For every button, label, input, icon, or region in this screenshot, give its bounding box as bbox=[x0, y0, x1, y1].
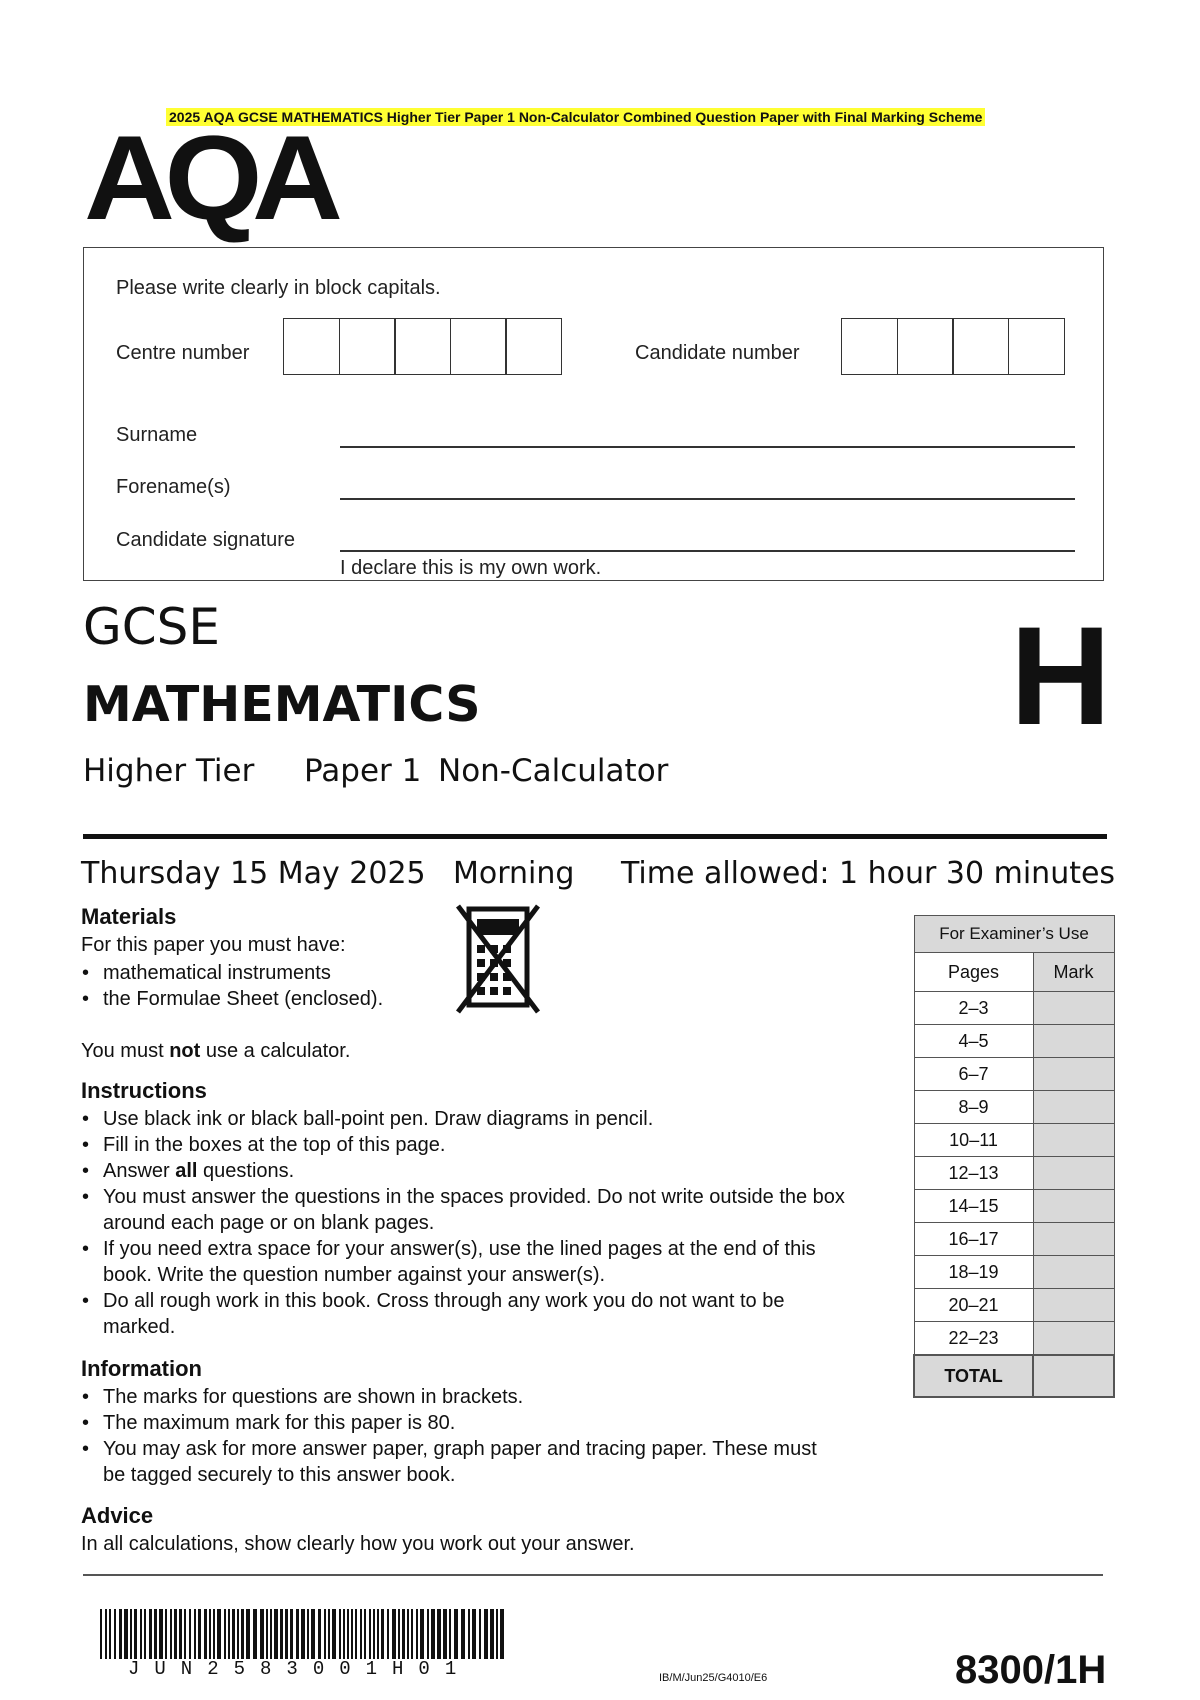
barcode-bar bbox=[472, 1609, 476, 1659]
materials-list bbox=[81, 960, 383, 1012]
barcode-bar bbox=[392, 1609, 396, 1659]
tier-letter: H bbox=[1010, 597, 1112, 754]
barcode-bar bbox=[130, 1609, 132, 1659]
calculator-notice-bold: not bbox=[169, 1040, 201, 1062]
mark-cell[interactable] bbox=[1033, 1124, 1114, 1157]
pages-cell: 16–17 bbox=[914, 1223, 1033, 1256]
barcode-bar bbox=[232, 1609, 235, 1659]
mark-cell[interactable] bbox=[1033, 1157, 1114, 1190]
aqa-logo: AQA bbox=[84, 111, 333, 245]
barcode-bar bbox=[253, 1609, 257, 1659]
barcode-bar bbox=[170, 1609, 172, 1659]
barcode-bar bbox=[318, 1609, 321, 1659]
pages-cell: 8–9 bbox=[914, 1091, 1033, 1124]
barcode-bar bbox=[437, 1609, 441, 1659]
document-banner: 2025 AQA GCSE MATHEMATICS Higher Tier Paper 1 Non-Calculator Combined Question Paper with Final Marking Scheme bbox=[166, 108, 985, 126]
barcode-bar bbox=[280, 1609, 283, 1659]
pages-cell: 2–3 bbox=[914, 992, 1033, 1025]
signature-line[interactable] bbox=[340, 550, 1075, 552]
mark-cell[interactable] bbox=[1033, 1322, 1114, 1356]
forename-line[interactable] bbox=[340, 498, 1075, 500]
barcode-bar bbox=[285, 1609, 288, 1659]
pages-cell: 4–5 bbox=[914, 1025, 1033, 1058]
barcode-bar bbox=[373, 1609, 375, 1659]
barcode-bar bbox=[144, 1609, 146, 1659]
pages-cell: 10–11 bbox=[914, 1124, 1033, 1157]
table-row bbox=[914, 1256, 1114, 1289]
surname-label: Surname bbox=[116, 424, 198, 446]
centre-digit-box[interactable] bbox=[339, 318, 396, 375]
document-reference: IB/M/Jun25/G4010/E6 bbox=[659, 1672, 768, 1684]
list-item: • You may ask for more answer paper, graph paper and tracing paper. These must be tagged securely to this answer book. bbox=[81, 1436, 821, 1488]
instructions-list bbox=[81, 1106, 851, 1340]
information-list bbox=[81, 1384, 821, 1488]
barcode-bar bbox=[311, 1609, 315, 1659]
barcode-bar bbox=[266, 1609, 268, 1659]
materials-intro: For this paper you must have: bbox=[81, 934, 346, 956]
instructions-heading: Instructions bbox=[81, 1078, 207, 1103]
barcode-bar bbox=[443, 1609, 447, 1659]
barcode-bar bbox=[260, 1609, 264, 1659]
paper-type: Non-Calculator bbox=[438, 753, 669, 789]
barcode-bar bbox=[165, 1609, 167, 1659]
tier-name: Higher Tier bbox=[83, 753, 255, 789]
advice-heading: Advice bbox=[81, 1503, 154, 1528]
mark-column-header: Mark bbox=[1033, 953, 1114, 992]
barcode-bar bbox=[360, 1609, 362, 1659]
centre-number-label: Centre number bbox=[116, 342, 250, 364]
barcode-bar bbox=[114, 1609, 116, 1659]
candidate-number-boxes bbox=[841, 318, 1065, 375]
list-item: • Do all rough work in this book. Cross through any work you do not want to be marked. bbox=[81, 1288, 851, 1340]
barcode-bar bbox=[154, 1609, 157, 1659]
barcode-bar bbox=[204, 1609, 207, 1659]
barcode-bar bbox=[124, 1609, 128, 1659]
information-heading: Information bbox=[81, 1356, 202, 1381]
candidate-number-label: Candidate number bbox=[635, 342, 800, 364]
pages-cell: 14–15 bbox=[914, 1190, 1033, 1223]
barcode-bar bbox=[484, 1609, 488, 1659]
pages-cell: 18–19 bbox=[914, 1256, 1033, 1289]
barcode-bar bbox=[402, 1609, 405, 1659]
declaration-text: I declare this is my own work. bbox=[340, 557, 602, 579]
centre-digit-box[interactable] bbox=[450, 318, 507, 375]
subject-title: MATHEMATICS bbox=[83, 676, 481, 733]
table-row bbox=[914, 1355, 1114, 1397]
barcode-bar bbox=[237, 1609, 239, 1659]
forename-label: Forename(s) bbox=[116, 476, 231, 498]
list-item bbox=[81, 1158, 851, 1184]
barcode-bar bbox=[224, 1609, 226, 1659]
paper-number: Paper 1 bbox=[304, 753, 422, 789]
barcode-bar bbox=[420, 1609, 424, 1659]
list-item: • mathematical instruments bbox=[81, 960, 383, 986]
advice-text: In all calculations, show clearly how you work out your answer. bbox=[81, 1533, 635, 1555]
signature-label: Candidate signature bbox=[116, 529, 296, 551]
no-calculator-icon bbox=[455, 903, 541, 1015]
barcode-bar bbox=[189, 1609, 191, 1659]
barcode-text: JUN2583001H01 bbox=[128, 1658, 472, 1680]
candidate-digit-box[interactable] bbox=[841, 318, 898, 375]
exam-date: Thursday 15 May 2025 bbox=[81, 856, 426, 891]
barcode-bar bbox=[407, 1609, 409, 1659]
qualification-title: GCSE bbox=[83, 598, 220, 656]
block-capitals-prompt: Please write clearly in block capitals. bbox=[116, 277, 441, 299]
barcode-bar bbox=[411, 1609, 413, 1659]
barcode-bar bbox=[134, 1609, 137, 1659]
calculator-notice-post: use a calculator. bbox=[200, 1040, 351, 1062]
centre-digit-box[interactable] bbox=[283, 318, 340, 375]
mark-cell[interactable] bbox=[1033, 1058, 1114, 1091]
barcode-bar bbox=[398, 1609, 400, 1659]
table-row bbox=[914, 1058, 1114, 1091]
materials-heading: Materials bbox=[81, 904, 177, 929]
list-item: • The maximum mark for this paper is 80. bbox=[81, 1410, 821, 1436]
mark-cell[interactable] bbox=[1033, 1190, 1114, 1223]
instruction-text: questions. bbox=[197, 1160, 295, 1182]
barcode-bar bbox=[179, 1609, 182, 1659]
calculator-notice bbox=[81, 1038, 350, 1065]
barcode-bar bbox=[301, 1609, 305, 1659]
barcode-bar bbox=[174, 1609, 177, 1659]
barcode-bar bbox=[109, 1609, 111, 1659]
barcode-bar bbox=[140, 1609, 142, 1659]
total-label: TOTAL bbox=[914, 1355, 1033, 1397]
barcode-bar bbox=[100, 1609, 102, 1659]
barcode-bar bbox=[105, 1609, 107, 1659]
table-row bbox=[914, 992, 1114, 1025]
barcode-bar bbox=[496, 1609, 498, 1659]
barcode-bar bbox=[241, 1609, 244, 1659]
table-row bbox=[914, 1223, 1114, 1256]
calculator-notice-pre: You must bbox=[81, 1040, 170, 1062]
barcode-bar bbox=[347, 1609, 349, 1659]
barcode-bar bbox=[332, 1609, 336, 1659]
list-item: • the Formulae Sheet (enclosed). bbox=[81, 986, 383, 1012]
barcode-bar bbox=[355, 1609, 357, 1659]
table-row bbox=[914, 1124, 1114, 1157]
list-item: • Use black ink or black ball-point pen. Draw diagrams in pencil. bbox=[81, 1106, 851, 1132]
barcode-bar bbox=[351, 1609, 353, 1659]
examiner-use-table bbox=[913, 915, 1115, 1398]
barcode-bar bbox=[454, 1609, 458, 1659]
title-divider bbox=[83, 834, 1107, 839]
barcode-bar bbox=[290, 1609, 293, 1659]
pages-cell: 6–7 bbox=[914, 1058, 1033, 1091]
barcode-bar bbox=[377, 1609, 379, 1659]
pages-cell: 12–13 bbox=[914, 1157, 1033, 1190]
centre-digit-box[interactable] bbox=[505, 318, 562, 375]
table-row bbox=[914, 1289, 1114, 1322]
barcode-bar bbox=[270, 1609, 272, 1659]
list-item: • The marks for questions are shown in brackets. bbox=[81, 1384, 821, 1410]
barcode-bar bbox=[184, 1609, 186, 1659]
barcode-bar bbox=[364, 1609, 366, 1659]
list-item: • Fill in the boxes at the top of this page. bbox=[81, 1132, 851, 1158]
list-item: • If you need extra space for your answer(s), use the lined pages at the end of this book. Write the question number against your answer(s). bbox=[81, 1236, 851, 1288]
table-row bbox=[914, 1025, 1114, 1058]
barcode-bar bbox=[246, 1609, 250, 1659]
mark-cell[interactable] bbox=[1033, 1256, 1114, 1289]
barcode-bar bbox=[479, 1609, 481, 1659]
barcode-bar bbox=[490, 1609, 494, 1659]
barcode-bar bbox=[159, 1609, 163, 1659]
barcode-bar bbox=[431, 1609, 435, 1659]
barcode-bar bbox=[387, 1609, 389, 1659]
pages-cell: 20–21 bbox=[914, 1289, 1033, 1322]
barcode-bar bbox=[307, 1609, 309, 1659]
barcode-image bbox=[100, 1609, 510, 1659]
table-row bbox=[914, 1091, 1114, 1124]
barcode-bar bbox=[198, 1609, 201, 1659]
table-row bbox=[914, 1157, 1114, 1190]
barcode-bar bbox=[209, 1609, 211, 1659]
candidate-digit-box[interactable] bbox=[952, 318, 1009, 375]
pages-column-header: Pages bbox=[914, 953, 1033, 992]
paper-code: 8300/1H bbox=[955, 1648, 1107, 1692]
time-allowed: Time allowed: 1 hour 30 minutes bbox=[621, 856, 1116, 891]
barcode-bar bbox=[381, 1609, 384, 1659]
barcode-bar bbox=[461, 1609, 465, 1659]
exam-session: Morning bbox=[453, 856, 575, 891]
barcode-bar bbox=[228, 1609, 230, 1659]
barcode-bar bbox=[274, 1609, 278, 1659]
mark-cell[interactable] bbox=[1033, 1025, 1114, 1058]
table-row bbox=[914, 1190, 1114, 1223]
mark-cell[interactable] bbox=[1033, 992, 1114, 1025]
examiner-table-title: For Examiner’s Use bbox=[914, 916, 1114, 953]
centre-number-boxes bbox=[283, 318, 562, 375]
mark-cell[interactable] bbox=[1033, 1091, 1114, 1124]
list-item: • You must answer the questions in the spaces provided. Do not write outside the box around each page or on blank pages. bbox=[81, 1184, 851, 1236]
mark-cell[interactable] bbox=[1033, 1289, 1114, 1322]
candidate-digit-box[interactable] bbox=[897, 318, 954, 375]
barcode-bar bbox=[217, 1609, 221, 1659]
barcode-bar bbox=[449, 1609, 451, 1659]
barcode-bar bbox=[468, 1609, 470, 1659]
pages-cell: 22–23 bbox=[914, 1322, 1033, 1356]
barcode-bar bbox=[119, 1609, 122, 1659]
total-mark-cell[interactable] bbox=[1033, 1355, 1114, 1397]
barcode-bar bbox=[194, 1609, 196, 1659]
barcode-bar bbox=[324, 1609, 326, 1659]
barcode-bar bbox=[343, 1609, 345, 1659]
barcode-bar bbox=[296, 1609, 299, 1659]
centre-digit-box[interactable] bbox=[394, 318, 451, 375]
barcode-bar bbox=[149, 1609, 152, 1659]
candidate-digit-box[interactable] bbox=[1008, 318, 1065, 375]
barcode-bar bbox=[339, 1609, 341, 1659]
mark-cell[interactable] bbox=[1033, 1223, 1114, 1256]
instruction-bold: all bbox=[175, 1160, 198, 1182]
barcode-bar bbox=[328, 1609, 330, 1659]
table-row bbox=[914, 1322, 1114, 1356]
footer-divider bbox=[83, 1574, 1103, 1576]
surname-line[interactable] bbox=[340, 446, 1075, 448]
barcode-bar bbox=[500, 1609, 504, 1659]
barcode-bar bbox=[369, 1609, 371, 1659]
barcode-bar bbox=[416, 1609, 418, 1659]
barcode-bar bbox=[427, 1609, 429, 1659]
instruction-text: Answer bbox=[103, 1160, 176, 1182]
barcode-bar bbox=[213, 1609, 215, 1659]
